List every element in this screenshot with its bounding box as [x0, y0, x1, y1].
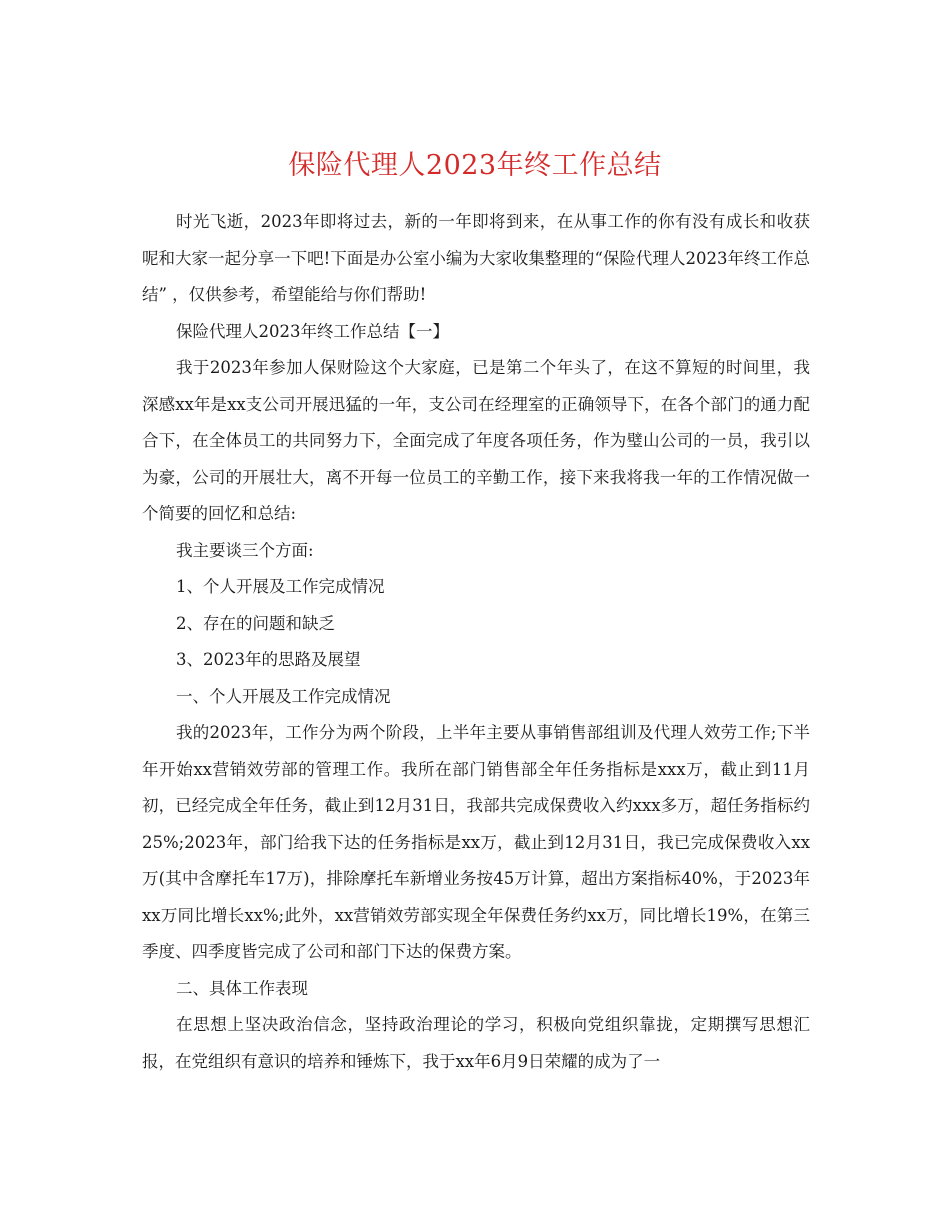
list-item-2: 2、存在的问题和缺乏 — [176, 613, 335, 633]
list-item-3: 3、2023年的思路及展望 — [176, 650, 361, 669]
subheading-work-performance: 二、具体工作表现 — [176, 978, 308, 998]
paragraph-work-results: 我的2023年，工作分为两个阶段，上半年主要从事销售部组训及代理人效劳工作;下半年开始xx营销效劳部的管理工作。我所在部门销售部全年任务指标是xxx万，截止到11月初，已经完成全年任务，截止到12月31日，我部共完成保费收入约xxx多万，超任务指标约25%;2023年，部门给我下达的任务指标是xx万，截止到12月31日，我已完成保费收入xx万(其中含摩托车17万)，排除摩托车新增业务按45万计算，超出方案指标40%，于2023年xx万同比增长xx%;此外，xx营销效劳部实现全年保费任务约xx万，同比增长19%，在第三季度、四季度皆完成了公司和部门下达的保费方案。 — [142, 723, 810, 961]
subheading-personal-development: 一、个人开展及工作完成情况 — [176, 686, 391, 706]
paragraph-background: 我于2023年参加人保财险这个大家庭，已是第二个年头了，在这不算短的时间里，我深感xx年是xx支公司开展迅猛的一年，支公司在经理室的正确领导下，在各个部门的通力配合下，在全体员工的共同努力下，全面完成了年度各项任务，作为璧山公司的一员，我引以为豪，公司的开展壮大，离不开每一位员工的辛勤工作，接下来我将我一年的工作情况做一个简要的回忆和总结: — [142, 358, 810, 523]
paragraph-intro: 时光飞逝，2023年即将过去，新的一年即将到来，在从事工作的你有没有成长和收获呢和大家一起分享一下吧!下面是办公室小编为大家收集整理的“保险代理人2023年终工作总结” ，仅供参考，希望能给与你们帮助! — [142, 212, 810, 304]
document-title: 保险代理人2023年终工作总结 — [288, 150, 662, 182]
section-heading-1: 保险代理人2023年终工作总结【一】 — [176, 321, 449, 341]
list-item-1: 1、个人开展及工作完成情况 — [176, 577, 385, 596]
paragraph-three-aspects: 我主要谈三个方面: — [176, 540, 314, 560]
document-body — [142, 204, 810, 1080]
paragraph-ideology: 在思想上坚决政治信念，坚持政治理论的学习，积极向党组织靠拢，定期撰写思想汇报，在党组织有意识的培养和锤炼下，我于xx年6月9日荣耀的成为了一 — [142, 1015, 810, 1071]
